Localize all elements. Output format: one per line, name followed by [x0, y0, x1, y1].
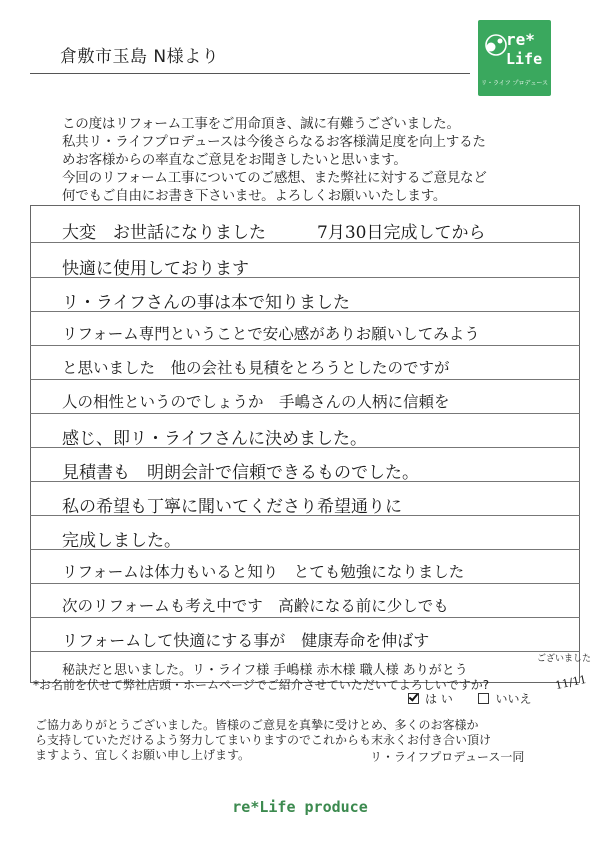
handwritten-line: 次のリフォームも考え中です 高齢になる前に少しでも: [62, 597, 449, 615]
handwritten-line: リフォームは体力もいると知り とても勉強になりました: [62, 563, 465, 581]
ruled-line: [30, 617, 580, 618]
closing-line: ますよう、宜しくお願い申し上げます。: [35, 748, 251, 762]
ruled-line: [30, 413, 580, 414]
title-underline: [30, 73, 470, 74]
intro-line: 何でもご自由にお書き下さいませ。よろしくお願いいたします。: [62, 188, 447, 204]
handwritten-line: 完成しました。: [62, 531, 181, 551]
handwritten-date: 11/11: [553, 672, 588, 693]
intro-line: 今回のリフォーム工事についてのご感想、また弊社に対するご意見など: [62, 170, 487, 186]
intro-text: [62, 115, 572, 205]
handwritten-line: 感じ、即リ・ライフさんに決めました。: [62, 429, 367, 449]
logo-circles-icon: [484, 33, 508, 57]
intro-line: この度はリフォーム工事をご用命頂き、誠に有難うございました。: [62, 116, 460, 132]
yes-option[interactable]: [408, 692, 453, 706]
intro-line: 私共リ・ライフプロデュースは今後さらなるお客様満足度を向上するた: [62, 134, 486, 150]
handwritten-line: 秘訣だと思いました。リ・ライフ様 手嶋様 赤木様 職人様 ありがとう: [62, 663, 468, 678]
handwritten-line: 見積書も 明朗会計で信頼できるものでした。: [62, 463, 419, 483]
handwritten-line: と思いました 他の会社も見積をとろうとしたのですが: [62, 359, 450, 377]
closing-line: ご協力ありがとうございました。皆様のご意見を真摯に受けとめ、多くのお客様か: [35, 718, 479, 732]
handwritten-line: 私の希望も丁寧に聞いてくださり希望通りに: [62, 497, 402, 517]
relife-logo: [478, 20, 551, 96]
ruled-line: [30, 583, 580, 584]
closing-line: ら支持していただけるよう努力してまいりますのでこれからも末永くお付き合い頂け: [35, 733, 492, 747]
handwritten-line: 快適に使用しております: [62, 259, 249, 279]
ruled-line: [30, 651, 580, 652]
yes-no-options: [408, 690, 532, 707]
logo-text-re: re*: [506, 30, 535, 49]
closing-signature: リ・ライフプロデュース一同: [370, 750, 525, 764]
intro-line: めお客様からの率直なご意見をお聞きしたいと思います。: [62, 152, 407, 168]
publish-permission-question: *お名前を伏せて弊社店頭・ホームページでご紹介させていただいてよろしいですか?: [33, 678, 490, 692]
yes-checkbox[interactable]: [408, 693, 419, 704]
handwritten-line: 大変 お世話になりました 7月30日完成してから: [62, 223, 486, 243]
ruled-line: [30, 379, 580, 380]
handwritten-line: リフォーム専門ということで安心感がありお願いしてみよう: [62, 325, 480, 343]
no-option[interactable]: [478, 692, 531, 706]
footer-brand: re*Life produce: [232, 798, 368, 816]
yes-label: は い: [425, 692, 453, 706]
handwritten-note: ございました: [537, 654, 592, 664]
page-title: 倉敷市玉島 N様より: [60, 47, 220, 67]
handwritten-line: リ・ライフさんの事は本で知りました: [62, 293, 350, 313]
ruled-line: [30, 345, 580, 346]
logo-text-life: Life: [506, 50, 543, 68]
handwritten-line: リフォームして快適にする事が 健康寿命を伸ばす: [62, 631, 430, 650]
no-checkbox[interactable]: [478, 693, 489, 704]
logo-subtitle: リ・ライフ プロデュース: [480, 80, 549, 87]
handwritten-line: 人の相性というのでしょうか 手嶋さんの人柄に信頼を: [62, 393, 450, 411]
no-label: いいえ: [495, 692, 532, 706]
